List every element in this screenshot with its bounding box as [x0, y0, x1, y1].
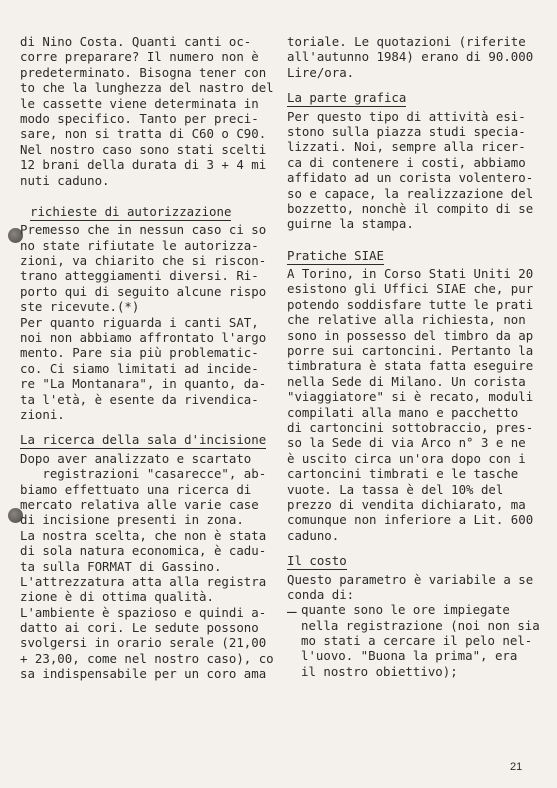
text-line: ca di contenere i costi, abbiamo — [287, 154, 526, 170]
text-line: noi non abbiamo affrontato l'argo — [20, 330, 267, 346]
section-graphics-body — [287, 109, 542, 232]
text-line: l'uovo. "Buona la prima", era — [301, 648, 518, 664]
text-line: so e capace, la realizzazione del — [287, 185, 534, 201]
text-line: ste ricevute.(*) — [20, 299, 140, 315]
text-line: A Torino, in Corso Stati Uniti 20 — [287, 266, 534, 282]
text-line: + 23,00, come nel nostro caso), co — [20, 650, 274, 666]
list-item — [287, 602, 542, 679]
text-line: Questo parametro è variabile a se — [287, 571, 534, 587]
dash-bullet: – — [287, 602, 297, 622]
text-line: ta sulla FORMAT di Gassino. — [20, 558, 222, 574]
text-line: zioni. — [20, 406, 65, 422]
text-line: guirne la stampa. — [287, 216, 414, 232]
text-line: prezzo di vendita dichiarato, ma — [287, 496, 526, 512]
text-line: potendo soddisfare tutte le prati — [287, 296, 534, 312]
text-line: Per quanto riguarda i canti SAT, — [20, 314, 259, 330]
text-line: è uscito circa un'ora dopo con i — [287, 450, 526, 466]
section-heading-cost: Il costo — [287, 553, 347, 569]
text-line: ta l'età, è esente da rivendica- — [20, 391, 259, 407]
text-line: Dopo aver analizzato e scartato — [20, 450, 252, 466]
text-line: esistono gli Uffici SIAE che, pur — [287, 281, 534, 297]
text-line: Nel nostro caso sono stati scelti — [20, 141, 267, 157]
text-line: modo specifico. Tanto per preci- — [20, 110, 259, 126]
text-line: bozzetto, nonchè il compito di se — [287, 200, 534, 216]
text-line: vuote. La tassa è del 10% del — [287, 481, 504, 497]
text-line: nella registrazione (noi non sia — [301, 617, 540, 633]
text-line: di sola natura economica, è cadu- — [20, 543, 267, 559]
text-line: compilati alla mano e pacchetto — [287, 404, 519, 420]
section-siae-body — [287, 266, 542, 543]
text-line: conda di: — [287, 586, 355, 602]
text-line: mento. Pare sia più problematic- — [20, 345, 259, 361]
text-line: L'attrezzatura atta alla registra — [20, 573, 267, 589]
text-line: sono in possesso del timbro da ap — [287, 327, 534, 343]
text-line: quante sono le ore impiegate — [301, 602, 510, 618]
text-line: to che la lunghezza del nastro del — [20, 80, 274, 96]
text-line: sa indispensabile per un coro ama — [20, 666, 267, 682]
left-column — [20, 34, 275, 682]
text-line: porre sui cartoncini. Pertanto la — [287, 343, 534, 359]
text-line: all'autunno 1984) erano di 90.000 — [287, 49, 534, 65]
text-line: il nostro obiettivo); — [301, 663, 458, 679]
text-line: caduno. — [287, 527, 340, 543]
text-line: mercato relativa alle varie case — [20, 496, 259, 512]
text-line: svolgersi in orario serale (21,00 — [20, 635, 267, 651]
left-intro — [20, 34, 275, 188]
text-line: datto ai cori. Le sedute possono — [20, 620, 259, 636]
text-line: La nostra scelta, che non è stata — [20, 527, 267, 543]
text-line: stono sulla piazza studi specia- — [287, 123, 526, 139]
text-line: di Nino Costa. Quanti canti oc- — [20, 34, 252, 49]
section-cost-body — [287, 572, 542, 680]
page-number: 21 — [510, 761, 523, 773]
text-line: Lire/ora. — [287, 64, 355, 80]
text-line: "viaggiatore" si è recato, moduli — [287, 389, 534, 405]
text-line: lizzati. Noi, sempre alla ricer- — [287, 139, 526, 155]
text-line: che relative alla richiesta, non — [287, 312, 526, 328]
text-line: mo stati a cercare il pelo nel- — [301, 633, 533, 649]
section-heading-graphics: La parte grafica — [287, 90, 407, 106]
text-line: cartoncini timbrati e le tasche — [287, 466, 519, 482]
text-line: so la Sede di via Arco n° 3 e ne — [287, 435, 526, 451]
text-line: timbratura è stata fatta eseguire — [287, 358, 534, 374]
text-line: co. Ci siamo limitati ad incide- — [20, 360, 259, 376]
section-studio-search-body — [20, 451, 275, 682]
text-line: comunque non inferiore a Lit. 600 — [287, 512, 534, 528]
section-heading-siae: Pratiche SIAE — [287, 247, 384, 263]
text-line: re "La Montanara", in quanto, da- — [20, 376, 267, 392]
text-line: di cartoncini sottobraccio, pres- — [287, 419, 534, 435]
section-heading-authorization: richieste di autorizzazione — [30, 203, 232, 219]
section-authorization-body — [20, 222, 275, 422]
text-line: predeterminato. Bisogna tener con — [20, 64, 267, 80]
text-line: zione è di ottima qualità. — [20, 589, 214, 605]
text-line: nella Sede di Milano. Un corista — [287, 373, 526, 389]
text-line: le cassette viene determinata in — [20, 95, 259, 111]
text-line: no state rifiutate le autorizza- — [20, 237, 259, 253]
text-line: Premesso che in nessun caso ci so — [20, 222, 267, 238]
text-line: registrazioni "casarecce", ab- — [20, 466, 267, 482]
text-line: biamo effettuato una ricerca di — [20, 481, 252, 497]
text-line: L'ambiente è spazioso e quindi a- — [20, 604, 267, 620]
text-line: porto qui di seguito alcune rispo — [20, 283, 267, 299]
text-line: Per questo tipo di attività esi- — [287, 108, 526, 124]
right-intro — [287, 34, 542, 80]
text-line: 12 brani della durata di 3 + 4 mi — [20, 157, 267, 173]
section-heading-studio-search: La ricerca della sala d'incisione — [20, 432, 267, 448]
right-column — [287, 34, 542, 679]
text-line: toriale. Le quotazioni (riferite — [287, 34, 526, 49]
text-line: nuti caduno. — [20, 172, 110, 188]
text-line: sare, non si tratta di C60 o C90. — [20, 126, 267, 142]
text-line: affidato ad un corista volentero- — [287, 170, 534, 186]
text-line: trano atteggiamenti diversi. Ri- — [20, 268, 259, 284]
text-line: zioni, va chiarito che si riscon- — [20, 253, 267, 269]
text-line: corre preparare? Il numero non è — [20, 49, 259, 65]
text-line: di incisione presenti in zona. — [20, 512, 244, 528]
